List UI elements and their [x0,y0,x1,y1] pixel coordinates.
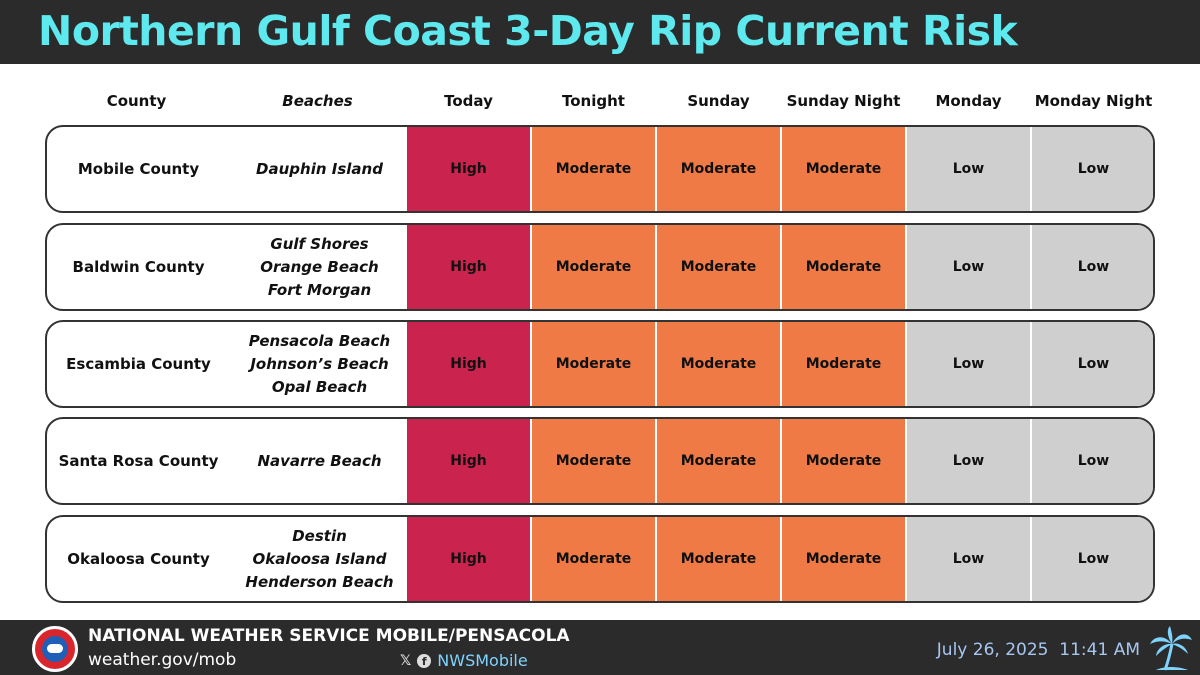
risk-cell-sunday-night: Moderate [782,225,905,309]
website-link[interactable]: weather.gov/mob [88,650,237,670]
risk-cell-monday: Low [907,322,1030,406]
risk-cell-today: High [407,419,530,503]
beach-name: Orange Beach [260,257,379,276]
county-row-santa-rosa-county [45,417,1155,505]
risk-cell-monday-night: Low [1032,322,1155,406]
beach-list [232,225,407,309]
risk-cell-sunday-night: Moderate [782,322,905,406]
column-header-monday: Monday [935,92,1002,110]
county-row-mobile-county [45,125,1155,213]
risk-cell-monday-night: Low [1032,127,1155,211]
column-header-today: Today [444,92,493,110]
risk-cell-tonight: Moderate [532,322,655,406]
risk-cell-sunday: Moderate [657,322,780,406]
risk-cell-sunday: Moderate [657,127,780,211]
risk-cell-monday-night: Low [1032,419,1155,503]
beach-name: Opal Beach [271,377,368,396]
beach-name: Navarre Beach [257,451,382,470]
column-header-sunday-night: Sunday Night [786,92,901,110]
beach-name: Gulf Shores [270,234,369,253]
seal-cloud [47,644,63,653]
county-row-escambia-county [45,320,1155,408]
beach-name: Pensacola Beach [248,331,391,350]
beach-list [232,322,407,406]
issued-datetime [937,640,1140,660]
risk-cell-monday-night: Low [1032,225,1155,309]
county-row-baldwin-county [45,223,1155,311]
county-name: Mobile County [77,160,200,178]
risk-cell-sunday: Moderate [657,419,780,503]
risk-cell-sunday-night: Moderate [782,127,905,211]
facebook-icon[interactable]: f [417,654,431,668]
county-name: Santa Rosa County [58,452,219,470]
risk-cell-tonight: Moderate [532,517,655,601]
beach-name: Destin [292,526,347,545]
office-name: NATIONAL WEATHER SERVICE MOBILE/PENSACOLA [88,626,570,646]
risk-cell-sunday-night: Moderate [782,419,905,503]
county-name: Baldwin County [72,258,205,276]
risk-cell-today: High [407,225,530,309]
risk-cell-sunday: Moderate [657,225,780,309]
beach-list [232,127,407,211]
column-header-monday-night: Monday Night [1034,92,1153,110]
risk-cell-tonight: Moderate [532,127,655,211]
risk-cell-today: High [407,127,530,211]
beach-name: Fort Morgan [267,280,372,299]
column-header-sunday: Sunday [687,92,750,110]
risk-cell-monday: Low [907,127,1030,211]
risk-cell-today: High [407,517,530,601]
risk-cell-sunday-night: Moderate [782,517,905,601]
page-title: Northern Gulf Coast 3-Day Rip Current Risk [38,7,1018,55]
risk-cell-tonight: Moderate [532,225,655,309]
risk-cell-monday: Low [907,419,1030,503]
beach-name: Henderson Beach [245,572,394,591]
beach-name: Okaloosa Island [252,549,387,568]
risk-cell-today: High [407,322,530,406]
footer-bar [0,620,1200,675]
social-handle[interactable]: NWSMobile [437,651,528,670]
beach-name: Johnson’s Beach [250,354,389,373]
social-links[interactable] [400,651,528,670]
column-header-beaches: Beaches [282,92,353,110]
title-bar [0,0,1200,64]
county-name: Escambia County [66,355,211,373]
risk-cell-monday-night: Low [1032,517,1155,601]
county-row-okaloosa-county [45,515,1155,603]
beach-name: Dauphin Island [256,159,383,178]
palm-tree-icon [1148,624,1194,672]
nws-seal-icon [32,626,78,672]
risk-cell-monday: Low [907,225,1030,309]
column-header-tonight: Tonight [562,92,625,110]
risk-cell-tonight: Moderate [532,419,655,503]
beach-list [232,419,407,503]
issued-date: July 26, 2025 [936,640,1049,660]
issued-time: 11:41 AM [1059,640,1140,660]
risk-cell-sunday: Moderate [657,517,780,601]
beach-list [232,517,407,601]
risk-cell-monday: Low [907,517,1030,601]
county-name: Okaloosa County [67,550,210,568]
column-header-county: County [106,92,167,110]
seal-inner [42,636,68,662]
x-logo-icon[interactable]: 𝕏 [400,652,412,669]
